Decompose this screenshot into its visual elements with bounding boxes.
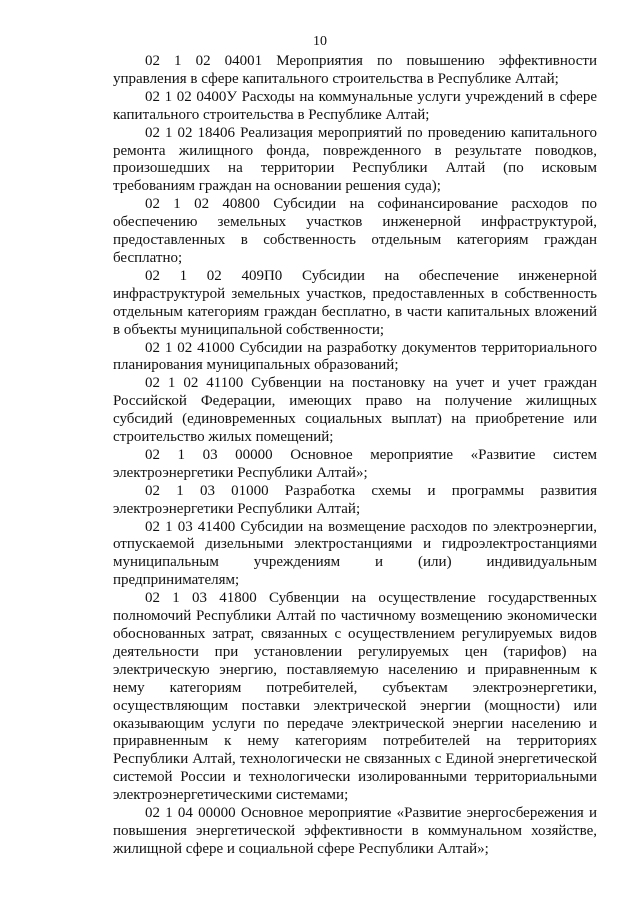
page-number: 10 [313,34,327,49]
paragraph: 02 1 02 409П0 Субсидии на обеспечение инженерной инфраструктурой земельных участков, предоставленных в собственность отдельным категориям граждан бесплатно, в части капитальных вложений в объекты муниципальной собственности; [113,267,597,338]
paragraph: 02 1 04 00000 Основное мероприятие «Развитие энергосбережения и повышения энергетической эффективности в коммунальном хозяйстве, жилищной сфере и социальной сфере Республики Алтай»; [113,805,597,857]
paragraph: 02 1 03 41400 Субсидии на возмещение расходов по электроэнергии, отпускаемой дизельными электростанциями и гидроэлектростанциями муниципальным учреждениям и (или) индивидуальным предпринимателям; [113,518,597,589]
paragraph: 02 1 02 41000 Субсидии на разработку документов территориального планирования муниципальных образований; [113,339,597,374]
paragraph: 02 1 03 01000 Разработка схемы и программы развития электроэнергетики Республики Алтай; [113,482,597,517]
document-body [113,53,597,859]
paragraph: 02 1 02 04001 Мероприятия по повышению эффективности управления в сфере капитального строительства в Республике Алтай; [113,53,597,87]
paragraph: 02 1 02 41100 Субвенции на постановку на учет и учет граждан Российской Федерации, имеющих право на получение жилищных субсидий (единовременных социальных выплат) на приобретение или строительство жилых помещений; [113,375,597,446]
paragraph: 02 1 03 00000 Основное мероприятие «Развитие систем электроэнергетики Республики Алтай»; [113,446,597,481]
paragraph: 02 1 02 0400У Расходы на коммунальные услуги учреждений в сфере капитального строительства в Республике Алтай; [113,88,597,123]
paragraph: 02 1 03 41800 Субвенции на осуществление государственных полномочий Республики Алтай по частичному возмещению экономически обоснованных затрат, связанных с осуществлением регулируемых видов деятельности при установлении регулируемых цен (тарифов) на электрическую энергию, поставляемую населению и приравненным к нему категориям потребителей, субъектам электроэнергетики, осуществляющим поставки электрической энергии (мощности) или оказывающим услуги по передаче электрической энергии населению и приравненным к нему категориям потребителей на территориях Республики Алтай, технологически не связанных с Единой энергетической системой России и технологически изолированными территориальными электроэнергетическими системами; [113,590,597,804]
paragraph: 02 1 02 40800 Субсидии на софинансирование расходов по обеспечению земельных участков инженерной инфраструктурой, предоставленных в собственность отдельным категориям граждан бесплатно; [113,196,597,266]
paragraph: 02 1 02 18406 Реализация мероприятий по проведению капитального ремонта жилищного фонда, поврежденного в результате поводков, произошедших на территории Республики Алтай (по исковым требованиям граждан на основании решения суда); [113,124,597,195]
